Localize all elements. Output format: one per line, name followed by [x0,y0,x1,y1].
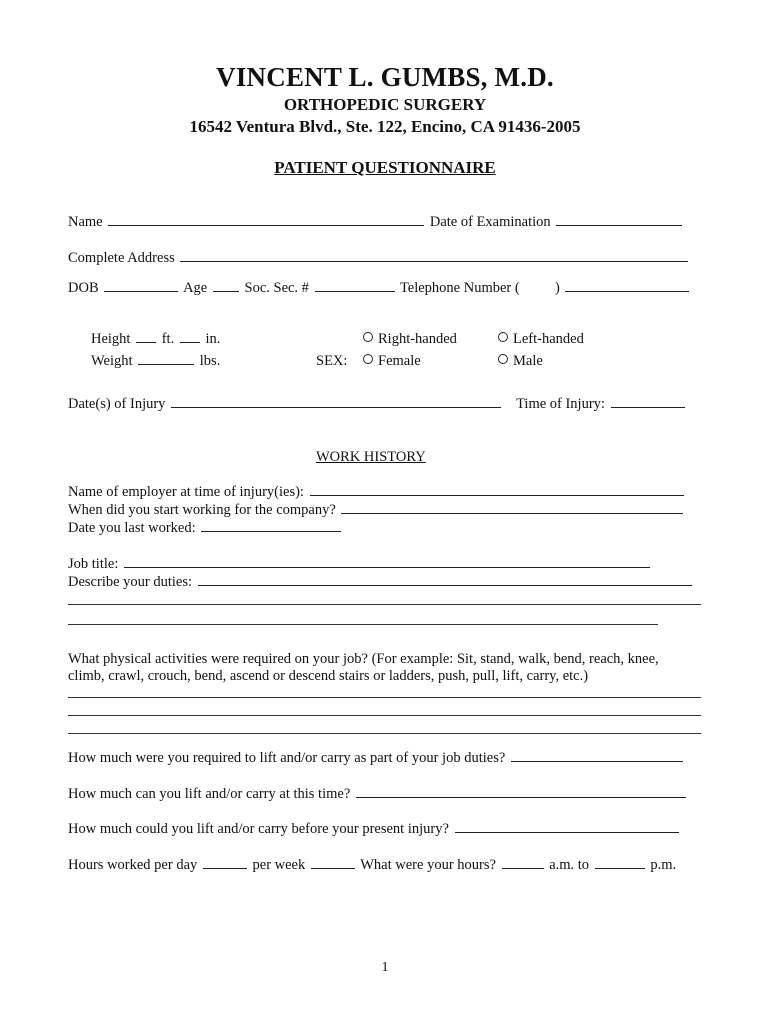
page-number: 1 [381,960,389,975]
male-label: Male [513,353,543,369]
hours-row [68,856,676,874]
start-label: When did you start working for the company? [68,502,336,518]
age-label: Age [183,280,208,296]
doctor-name: VINCENT L. GUMBS, M.D. [216,62,554,92]
name-label: Name [68,214,103,230]
weight-row [91,352,220,370]
employer-row [68,483,686,501]
dob-field[interactable] [104,279,178,292]
in-label: in. [205,331,221,347]
per-week-label: per week [252,857,306,873]
radio-circle-icon[interactable] [363,332,373,342]
physical-line-1[interactable] [68,697,701,698]
duties-line-3[interactable] [68,624,658,625]
end-hour-field[interactable] [595,856,645,869]
telephone-label: Telephone Number ( [399,280,520,296]
lift-required-row [68,749,685,767]
specialty: ORTHOPEDIC SURGERY [283,95,487,114]
injury-row [68,395,687,413]
office-address: 16542 Ventura Blvd., Ste. 122, Encino, CA 91436-2005 [189,117,581,136]
hours-per-day-label: Hours worked per day [68,857,198,873]
address-label: Complete Address [68,250,175,266]
hours-per-day-field[interactable] [203,856,247,869]
ft-label: ft. [161,331,175,347]
duties-line-2[interactable] [68,604,701,605]
duties-row [68,573,694,591]
pm-label: p.m. [650,857,677,873]
last-worked-row [68,519,343,537]
per-week-field[interactable] [311,856,355,869]
lift-before-row [68,820,681,838]
time-injury-label: Time of Injury: [516,396,605,412]
lbs-label: lbs. [199,353,221,369]
weight-field[interactable] [138,352,194,365]
weight-label: Weight [91,353,133,369]
dates-injury-field[interactable] [171,395,501,408]
last-worked-label: Date you last worked: [68,520,196,536]
male-option[interactable] [498,352,543,370]
lift-before-label: How much could you lift and/or carry before your present injury? [68,821,449,837]
right-handed-option[interactable] [363,330,457,348]
job-title-field[interactable] [124,555,650,568]
employer-label: Name of employer at time of injury(ies): [68,484,304,500]
lift-now-field[interactable] [356,785,686,798]
physical-activities-line1: What physical activities were required on your job? (For example: Sit, stand, walk, bend, reach, knee, [68,651,659,667]
height-label: Height [91,331,131,347]
start-row [68,501,685,519]
ssn-label: Soc. Sec. # [244,280,309,296]
date-exam-label: Date of Examination [429,214,551,230]
what-hours-label: What were your hours? [360,857,496,873]
height-ft-field[interactable] [136,330,156,343]
female-label: Female [378,353,421,369]
lift-before-field[interactable] [455,820,679,833]
telephone-close: ) [554,280,560,296]
lift-now-label: How much can you lift and/or carry at this time? [68,786,351,802]
lift-required-label: How much were you required to lift and/or carry as part of your job duties? [68,750,506,766]
work-history-heading: WORK HISTORY [316,449,426,465]
dates-injury-label: Date(s) of Injury [68,396,166,412]
female-option[interactable] [363,352,421,370]
right-handed-label: Right-handed [378,331,457,347]
am-to-label: a.m. to [549,857,590,873]
sex-label: SEX: [316,353,348,369]
age-field[interactable] [213,279,239,292]
form-title: PATIENT QUESTIONNAIRE [274,158,496,177]
address-row [68,249,690,267]
left-handed-label: Left-handed [513,331,584,347]
radio-circle-icon[interactable] [498,354,508,364]
duties-field[interactable] [198,573,692,586]
start-hour-field[interactable] [502,856,544,869]
last-worked-field[interactable] [201,519,341,532]
job-title-row [68,555,652,573]
left-handed-option[interactable] [498,330,584,348]
ssn-field[interactable] [315,279,395,292]
employer-field[interactable] [310,483,684,496]
name-field[interactable] [108,213,424,226]
date-exam-field[interactable] [556,213,682,226]
telephone-field[interactable] [565,279,689,292]
address-field[interactable] [180,249,688,262]
height-row [91,330,220,348]
height-in-field[interactable] [180,330,200,343]
duties-label: Describe your duties: [68,574,193,590]
name-row [68,213,684,231]
dob-label: DOB [68,280,99,296]
radio-circle-icon[interactable] [363,354,373,364]
job-title-label: Job title: [68,556,119,572]
lift-now-row [68,785,688,803]
lift-required-field[interactable] [511,749,683,762]
dob-row [68,279,691,297]
time-injury-field[interactable] [611,395,685,408]
radio-circle-icon[interactable] [498,332,508,342]
physical-activities-line2: climb, crawl, crouch, bend, ascend or descend stairs or ladders, push, pull, lift, carry, etc.) [68,668,589,684]
physical-line-2[interactable] [68,715,701,716]
physical-line-3[interactable] [68,733,701,734]
start-field[interactable] [341,501,683,514]
